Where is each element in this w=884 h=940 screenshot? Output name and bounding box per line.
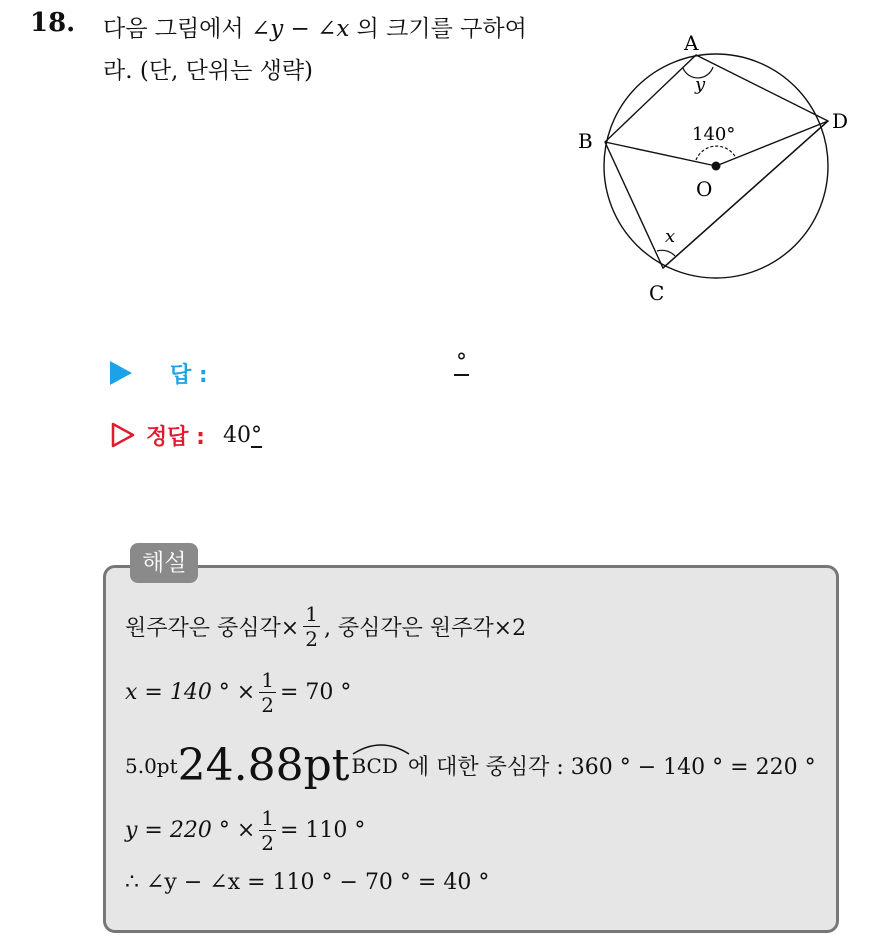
question-text-line2: 라. (단, 단위는 생략) xyxy=(103,58,314,84)
explanation-tab: 해설 xyxy=(130,543,198,583)
label-o: O xyxy=(696,177,713,201)
explanation-text: 원주각은 중심각× xyxy=(125,616,300,641)
fraction xyxy=(303,604,320,649)
label-y: y xyxy=(695,74,706,95)
label-a: A xyxy=(684,31,699,55)
question-text-part: 의 크기를 구하여 xyxy=(349,16,527,42)
explanation-line1 xyxy=(125,604,526,649)
explanation-line2 xyxy=(125,670,351,715)
correct-answer-label: 정답 : xyxy=(146,424,205,450)
chord-cd xyxy=(663,121,828,268)
fraction-denominator: 2 xyxy=(261,693,274,717)
fraction-denominator: 2 xyxy=(305,627,318,651)
arc-icon xyxy=(351,740,411,756)
label-central-angle: 140° xyxy=(692,124,736,145)
answer-unit[interactable]: ° xyxy=(456,350,467,375)
correct-answer-row xyxy=(110,418,262,452)
label-x: x xyxy=(665,226,676,247)
central-angle-arc xyxy=(696,146,736,160)
fraction-numerator: 1 xyxy=(261,668,274,692)
explanation-math: x = 140 ° × xyxy=(125,680,256,705)
explanation-line5: ∴ ∠y − ∠x = 110 ° − 70 ° = 40 ° xyxy=(125,870,490,895)
fraction-denominator: 2 xyxy=(261,831,274,855)
explanation-math: y = 220 ° × xyxy=(125,818,256,843)
fraction xyxy=(259,808,276,853)
explanation-line3 xyxy=(125,740,816,791)
question-text-line1 xyxy=(103,10,527,43)
fraction-numerator: 1 xyxy=(261,806,274,830)
question-text-part: 다음 그림에서 xyxy=(103,16,251,42)
angle-x-arc xyxy=(657,250,675,256)
fraction-numerator: 1 xyxy=(305,602,318,626)
question-number: 18. xyxy=(30,8,76,38)
circle-figure xyxy=(570,20,870,315)
explanation-text: 에 대한 중심각 : 360 ° − 140 ° = 220 ° xyxy=(407,755,816,780)
label-d: D xyxy=(832,109,849,133)
correct-answer-value xyxy=(223,423,262,448)
correct-answer-unit: ° xyxy=(250,422,262,448)
answer-row xyxy=(110,358,208,388)
play-arrow-icon xyxy=(110,361,132,385)
answer-label: 답 : xyxy=(170,362,208,388)
explanation-text: , 중심각은 원주각×2 xyxy=(323,616,527,641)
label-b: B xyxy=(578,129,593,153)
arc-label: BCD xyxy=(351,753,398,778)
center-point xyxy=(712,162,721,171)
explanation-small-text: 5.0pt xyxy=(125,753,178,778)
explanation-line4 xyxy=(125,808,365,853)
explanation-math: = 110 ° xyxy=(280,818,366,843)
correct-answer-number: 40 xyxy=(222,422,251,448)
label-c: C xyxy=(649,281,665,305)
explanation-math: = 70 ° xyxy=(279,680,352,705)
explanation-big-text: 24.88pt xyxy=(177,740,350,791)
arc-bcd xyxy=(351,754,397,778)
fraction xyxy=(259,670,276,715)
outline-arrow-icon xyxy=(110,422,136,448)
question-expression: ∠y − ∠x xyxy=(250,16,350,42)
